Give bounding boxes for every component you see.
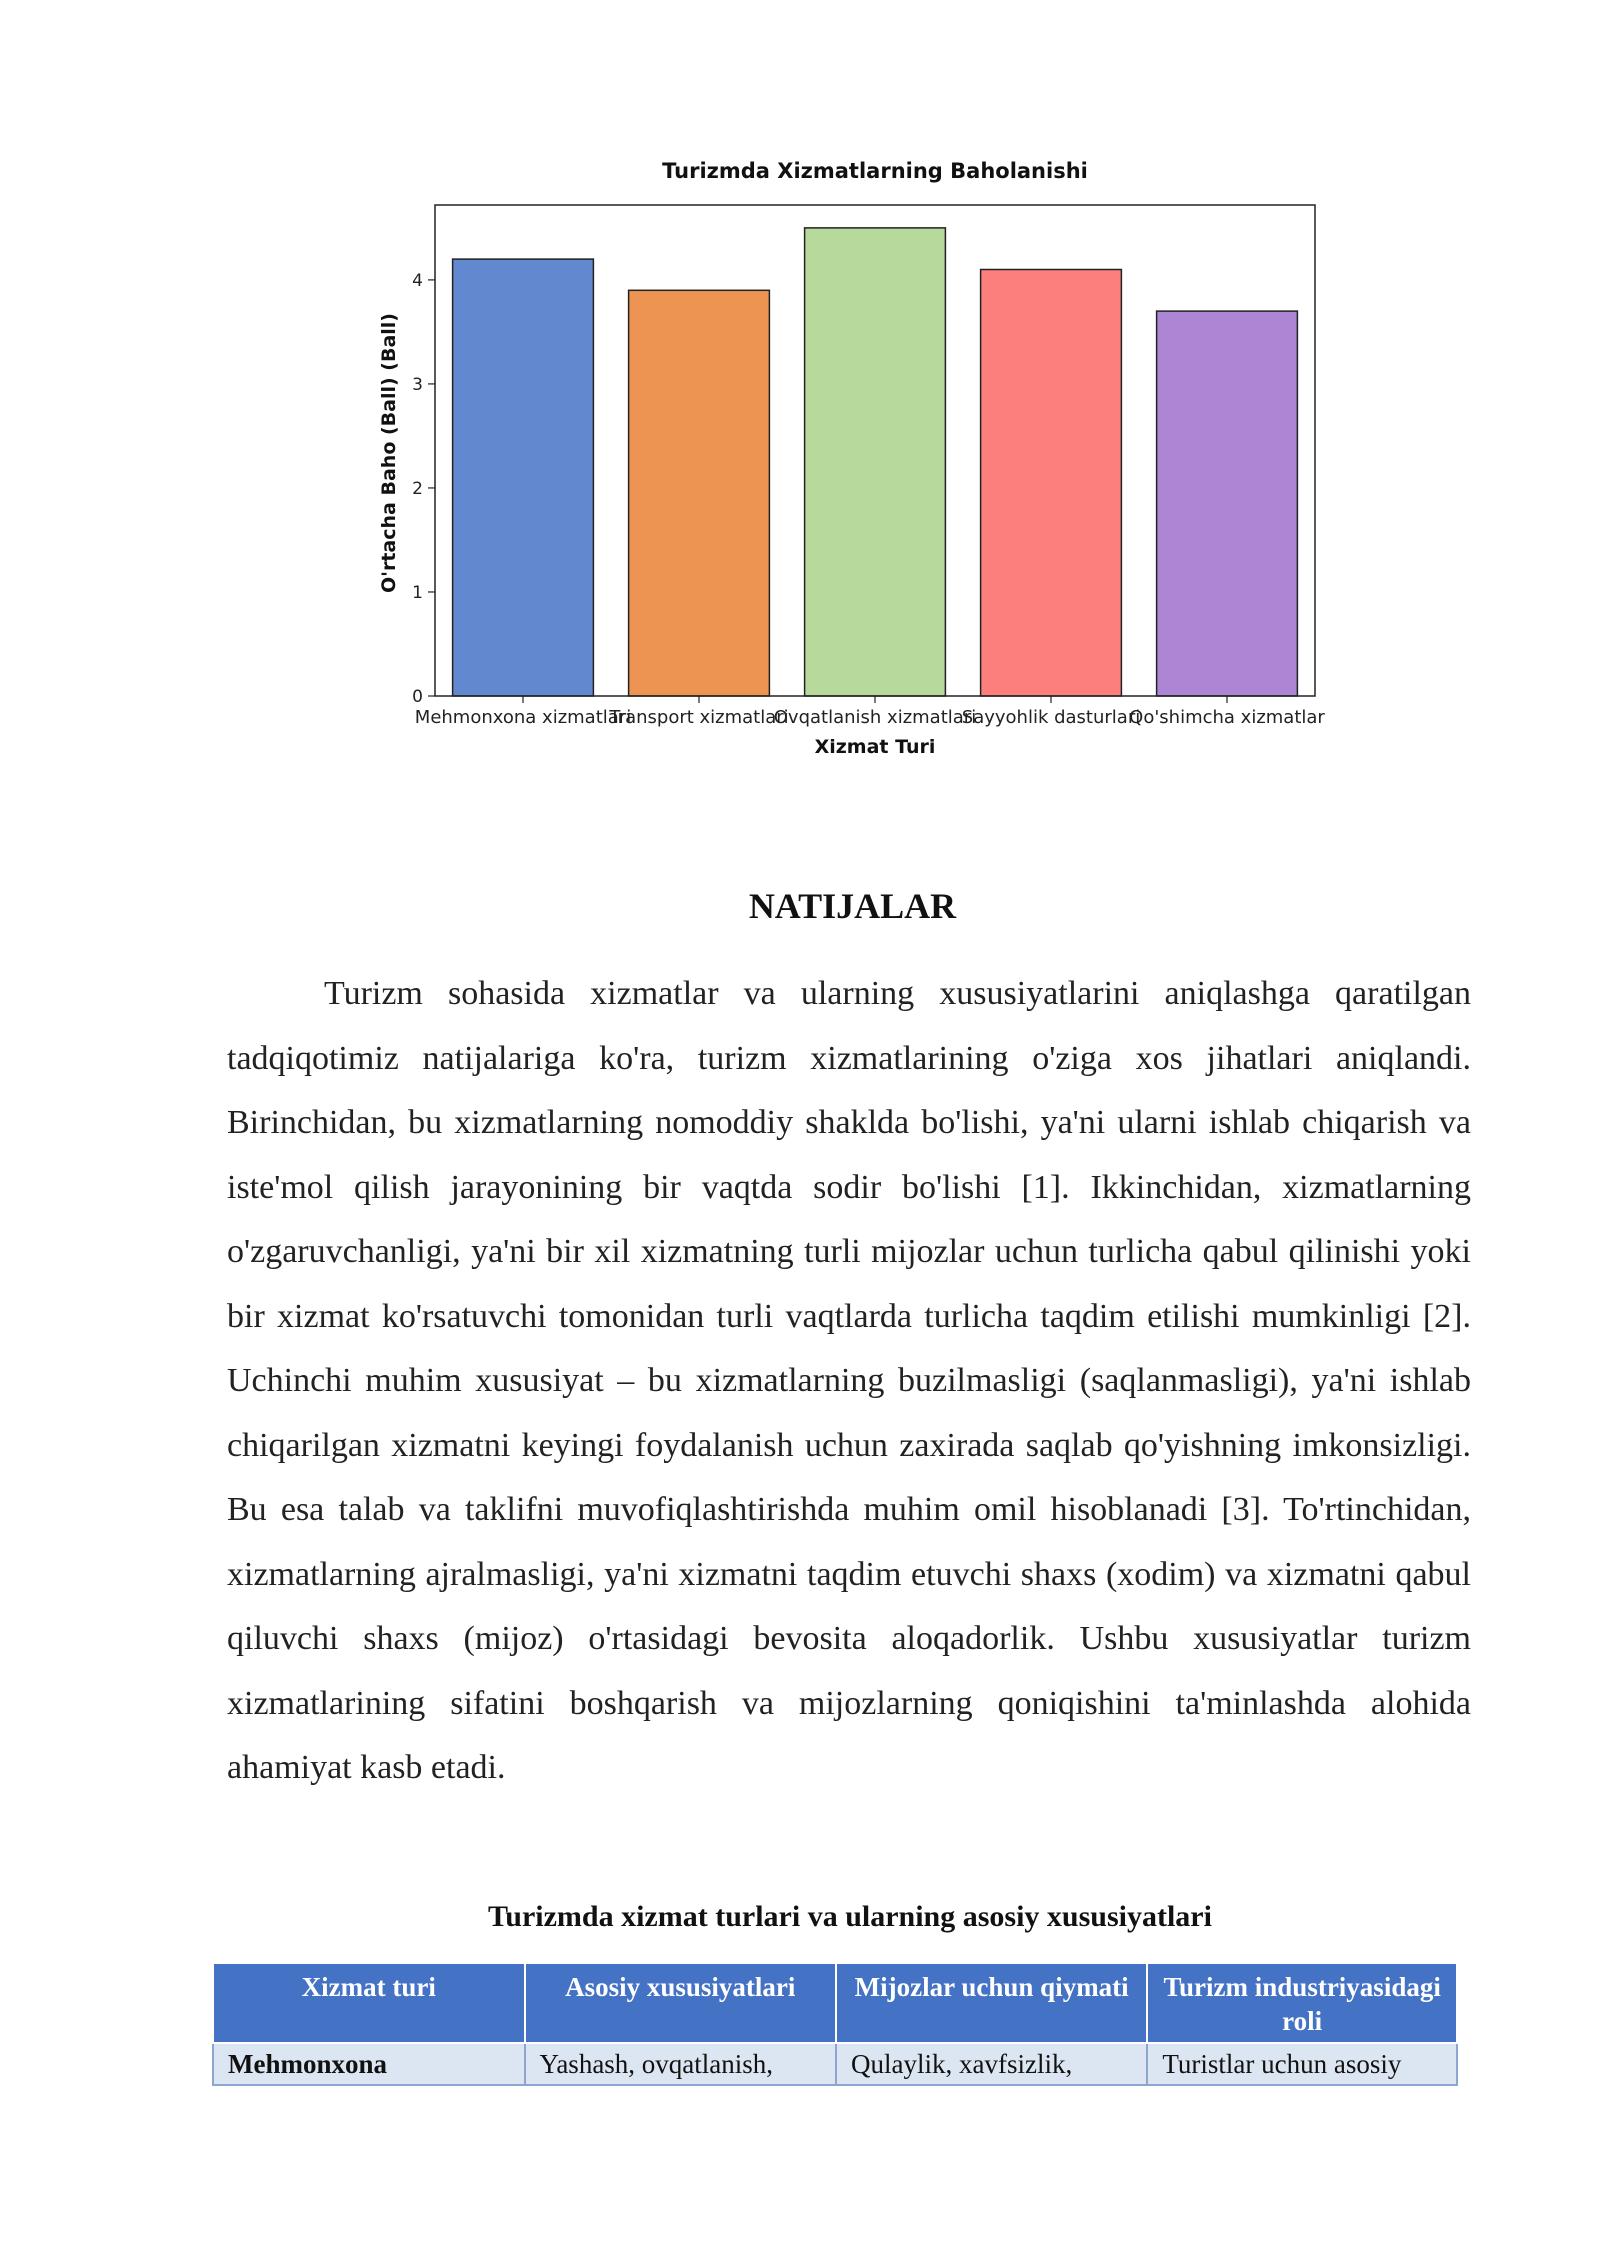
table-cell: Yashash, ovqatlanish, <box>525 2043 836 2085</box>
x-tick-label: Qo'shimcha xizmatlar <box>1129 707 1325 728</box>
x-tick-label: Sayyohlik dasturlari <box>961 707 1141 728</box>
bar <box>981 269 1122 696</box>
x-tick-label: Mehmonxona xizmatlari <box>414 707 632 728</box>
y-tick-label: 0 <box>412 687 423 707</box>
header-service-type: Xizmat turi <box>213 1963 525 2043</box>
bar <box>805 228 946 696</box>
y-tick-label: 3 <box>412 374 423 395</box>
bar <box>453 259 594 696</box>
chart-y-axis-label: O'rtacha Baho (Ball) (Ball) <box>378 313 400 593</box>
results-paragraph: Turizm sohasida xizmatlar va ularning xususiyatlarini aniqlashga qaratilgan tadqiqotimiz natijalariga ko'ra, turizm xizmatlarining o'ziga xos jihatlari aniqlandi. Birinchidan, bu xizmatlarning nomoddiy shaklda bo'lishi, ya'ni ularni ishlab chiqarish va iste'mol qilish jarayonining bir vaqtda sodir bo'lishi [1]. Ikkinchidan, xizmatlarning o'zgaruvchanligi, ya'ni bir xil xizmatning turli mijozlar uchun turlicha qabul qilinishi yoki bir xizmat ko'rsatuvchi tomonidan turli vaqtlarda turlicha taqdim etilishi mumkinligi [2]. Uchinchi muhim xususiyat – bu xizmatlarning buzilmasligi (saqlanmasligi), ya'ni ishlab chiqarilgan xizmatni keyingi foydalanish uchun zaxirada saqlab qo'yishning imkonsizligi. Bu esa talab va taklifni muvofiqlashtirishda muhim omil hisoblanadi [3]. To'rtinchidan, xizmatlarning ajralmasligi, ya'ni xizmatni taqdim etuvchi shaxs (xodim) va xizmatni qabul qiluvchi shaxs (mijoz) o'rtasidagi bevosita aloqadorlik. Ushbu xususiyatlar turizm xizmatlarining sifatini boshqarish va mijozlarning qoniqishini ta'minlashda alohida ahamiyat kasb etadi. <box>227 975 1471 1786</box>
services-table <box>212 1962 1458 2086</box>
y-tick-label: 1 <box>412 582 423 603</box>
header-main-features: Asosiy xususiyatlari <box>525 1963 836 2043</box>
bar <box>1157 311 1298 696</box>
bar-chart <box>360 150 1340 770</box>
plot-area <box>412 205 1325 728</box>
table-header-row <box>213 1963 1457 2043</box>
y-tick-label: 4 <box>412 270 423 291</box>
chart-title: Turizmda Xizmatlarning Baholanishi <box>662 159 1088 183</box>
table-row <box>213 2043 1457 2085</box>
bar <box>629 290 770 696</box>
chart-canvas <box>360 150 1340 770</box>
table-cell: Mehmonxona <box>213 2043 525 2085</box>
table-caption: Turizmda xizmat turlari va ularning asosiy xususiyatlari <box>488 1900 1212 1933</box>
y-tick-label: 2 <box>412 478 423 499</box>
header-industry-role: Turizm industriyasidagi roli <box>1147 1963 1457 2043</box>
x-tick-label: Transport xizmatlari <box>609 707 789 728</box>
chart-x-axis-label: Xizmat Turi <box>814 736 936 758</box>
x-tick-label: Ovqatlanish xizmatlari <box>773 707 977 728</box>
header-customer-value: Mijozlar uchun qiymati <box>836 1963 1147 2043</box>
table-cell: Turistlar uchun asosiy <box>1147 2043 1457 2085</box>
table-cell: Qulaylik, xavfsizlik, <box>836 2043 1147 2085</box>
results-heading: NATIJALAR <box>748 886 957 926</box>
